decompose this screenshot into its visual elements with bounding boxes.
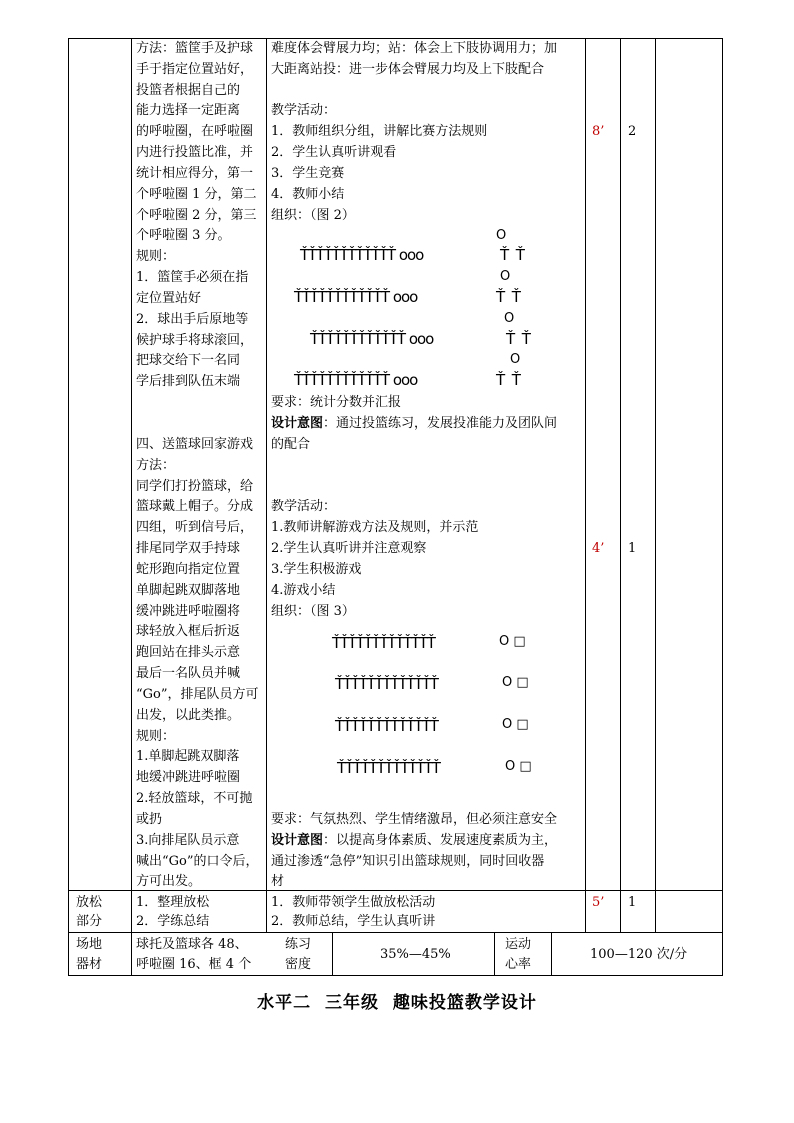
requirement-text: 要求：气氛热烈、学生情绪激昂，但必须注意安全 [271,812,558,827]
text-line: 材 [271,874,285,889]
heart-rate-value: 100—120 次/分 [590,947,688,962]
design-intent-label: 设计意图 [271,416,324,431]
text-line: 大距离站投：进一步体会臂展力均及上下肢配合 [271,62,545,77]
student-row: ŤŤŤŤŤŤŤŤŤŤŤŤŤ [335,717,438,735]
relax-label: 放松 [76,895,103,910]
student-row: ŤŤŤŤŤŤŤŤŤŤŤŤ ooo [310,330,434,348]
text-line: 能力选择一定距离 [136,103,241,118]
relax-count: 1 [628,895,637,910]
page-title: 水平二 三年级 趣味投篮教学设计 [257,993,537,1013]
hoop-basket-marker: O □ [499,634,526,649]
relax-item: 2．学练总结 [136,914,210,929]
text-line: 的配合 [271,437,311,452]
text-line: 缓冲跳进呼啦圈将 [136,604,241,619]
text-line: 方可出发。 [136,874,202,889]
table-border-right [722,38,723,976]
relax-activity: 2．教师总结，学生认真听讲 [271,914,436,929]
design-intent-label: 设计意图 [271,833,324,848]
text-line: 方法： [136,458,176,473]
text-line: 4．教师小结 [271,187,345,202]
density-value: 35%—45% [380,947,451,962]
text-line: 候护球手将球滚回， [136,333,254,348]
text-line: 单脚起跳双脚落地 [136,583,241,598]
equip-divider-c [551,932,552,976]
hoop-marker: O [510,352,521,367]
time-game1: 8’ [592,124,605,139]
text-line: 教学活动： [271,103,337,118]
text-line: 或扔 [136,812,163,827]
text-line: 通过渗透“急停”知识引出篮球规则，同时回收器 [271,854,545,869]
text-line: 跑回站在排头示意 [136,645,241,660]
text-line: 出发，以此类推。 [136,708,241,723]
requirement-text: 要求：统计分数并汇报 [271,395,402,410]
text-line: 难度体会臂展力均；站：体会上下肢协调用力；加 [271,41,558,56]
col-divider-5 [655,38,656,933]
text-line: 2．学生认真听讲观看 [271,145,397,160]
text-line: 最后一名队员并喊 [136,666,241,681]
heart-rate-label: 运动 [505,937,532,952]
col-divider-1 [131,38,132,976]
text-line: 个呼啦圈 3 分。 [136,228,231,243]
student-pair: Ť Ť [506,330,530,348]
density-label: 密度 [285,957,312,972]
text-line: 同学们打扮篮球，给 [136,479,254,494]
relax-label: 部分 [76,914,103,929]
count-game1: 2 [628,124,637,139]
student-row: ŤŤŤŤŤŤŤŤŤŤŤŤŤ [332,634,435,652]
design-intent-text: ：以提高身体素质、发展速度素质为主， [323,833,558,848]
student-row: ŤŤŤŤŤŤŤŤŤŤŤŤ ooo [294,288,418,306]
text-line: 个呼啦圈 1 分，第二 [136,187,257,202]
density-label: 练习 [285,937,312,952]
col-divider-2 [266,38,267,933]
count-game2: 1 [628,541,637,556]
text-line: 教学活动： [271,499,337,514]
text-line: 1.单脚起跳双脚落 [136,749,240,764]
text-line: 1.教师讲解游戏方法及规则，并示范 [271,520,479,535]
hoop-marker: O [504,311,515,326]
text-line: 2．球出手后原地等 [136,312,249,327]
student-row: ŤŤŤŤŤŤŤŤŤŤŤŤŤ [335,675,438,693]
col-divider-4 [620,38,621,933]
text-line: 组织：（图 3） [271,604,355,619]
text-line: 把球交给下一名同 [136,353,241,368]
hoop-basket-marker: O □ [502,675,529,690]
equip-divider-b [494,932,495,976]
text-line: 学后排到队伍末端 [136,374,241,389]
equip-label: 器材 [76,957,103,972]
relax-activity: 1．教师带领学生做放松活动 [271,895,436,910]
student-row: ŤŤŤŤŤŤŤŤŤŤŤŤ ooo [300,246,424,264]
text-line: 定位置站好 [136,291,202,306]
design-intent-line [271,831,557,852]
text-line: 组织：（图 2） [271,208,355,223]
text-line: 四组，听到信号后， [136,520,254,535]
text-line: 喊出“Go”的口令后， [136,854,259,869]
hoop-basket-marker: O □ [505,759,532,774]
student-pair: Ť Ť [496,288,520,306]
text-line: 3．学生竞赛 [271,166,345,181]
text-line: 手于指定位置站好， [136,62,254,77]
equip-label: 场地 [76,937,103,952]
equip-text: 球托及篮球各 48、 [136,937,248,952]
design-intent-line [271,414,557,435]
time-game2: 4’ [592,541,605,556]
design-intent-text: ：通过投篮练习，发展投准能力及团队间 [323,416,558,431]
text-line: 4.游戏小结 [271,583,336,598]
hoop-marker: O [500,269,511,284]
relax-time: 5’ [592,895,605,910]
text-line: 个呼啦圈 2 分，第三 [136,208,257,223]
text-line: 内进行投篮比准，并 [136,145,254,160]
text-line: 规则： [136,729,176,744]
heart-rate-label: 心率 [505,957,532,972]
hoop-basket-marker: O □ [502,717,529,732]
equip-text: 呼啦圈 16、框 4 个 [136,957,252,972]
text-line: 排尾同学双手持球 [136,541,241,556]
text-line: 统计相应得分，第一 [136,166,254,181]
text-line: 方法：篮筐手及护球 [136,41,254,56]
student-pair: Ť Ť [500,246,524,264]
hoop-marker: O [496,228,507,243]
text-line: 规则： [136,249,176,264]
text-line: 地缓冲跳进呼啦圈 [136,770,241,785]
text-line: 3.学生积极游戏 [271,562,362,577]
text-line: 的呼啦圈，在呼啦圈 [136,124,254,139]
text-line: 蛇形跑向指定位置 [136,562,241,577]
equip-divider-a [332,932,333,976]
student-row: ŤŤŤŤŤŤŤŤŤŤŤŤ ooo [294,371,418,389]
text-line: 1．篮筐手必须在指 [136,270,249,285]
text-line: 篮球戴上帽子。分成 [136,499,254,514]
text-line: 3.向排尾队员示意 [136,833,240,848]
text-line: 2.学生认真听讲并注意观察 [271,541,427,556]
table-border-left [68,38,69,976]
col-divider-3 [585,38,586,933]
text-line: 2.轻放篮球，不可抛 [136,791,253,806]
text-line: 投篮者根据自己的 [136,83,241,98]
relax-item: 1．整理放松 [136,895,210,910]
text-line: 1．教师组织分组，讲解比赛方法规则 [271,124,488,139]
student-row: ŤŤŤŤŤŤŤŤŤŤŤŤŤ [337,759,440,777]
text-line: 四、送篮球回家游戏 [136,437,254,452]
text-line: “Go”，排尾队员方可 [136,687,259,702]
text-line: 球轻放入框后折返 [136,624,241,639]
student-pair: Ť Ť [496,371,520,389]
